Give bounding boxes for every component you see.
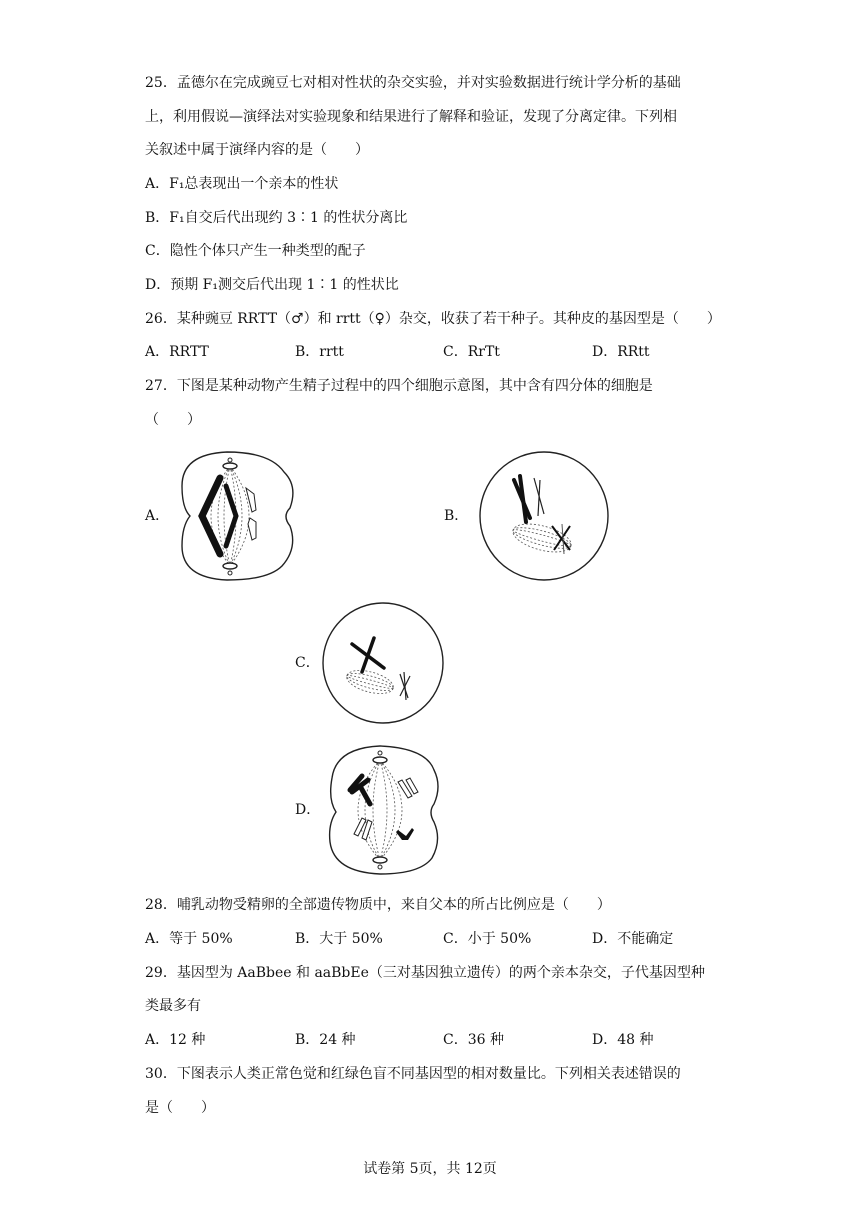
figure-c-label: C． (295, 655, 320, 671)
q30-stem-line-2: 是（ ） (145, 1100, 215, 1116)
q25-stem-line-3: 关叙述中属于演绎内容的是（ ） (145, 142, 369, 158)
q30-stem-line-1: 30．下图表示人类正常色觉和红绿色盲不同基因型的相对数量比。下列相关表述错误的 (145, 1066, 681, 1082)
q25-option-a: A．F₁总表现出一个亲本的性状 (145, 176, 339, 192)
q26-option-d: D．RRtt (592, 344, 650, 360)
q28-option-a: A．等于 50% (145, 931, 233, 947)
figure-d-cell-diagram (322, 742, 446, 878)
q29-option-a: A．12 种 (145, 1032, 206, 1048)
q28-option-d: D．不能确定 (592, 931, 674, 947)
q29-stem-line-2: 类最多有 (145, 998, 201, 1014)
q25-stem-line-1: 25．孟德尔在完成豌豆七对相对性状的杂交实验，并对实验数据进行统计学分析的基础 (145, 75, 681, 91)
figure-a-cell-diagram (172, 446, 302, 586)
figure-d-label: D． (295, 802, 321, 818)
figure-b-cell-diagram (478, 450, 610, 582)
q28-stem: 28．哺乳动物受精卵的全部遗传物质中，来自父本的所占比例应是（ ） (145, 897, 611, 913)
figure-c-cell-diagram (322, 602, 446, 724)
q26-option-a: A．RRTT (145, 344, 209, 360)
q25-option-c: C．隐性个体只产生一种类型的配子 (145, 243, 366, 259)
q28-option-b: B．大于 50% (295, 931, 383, 947)
q27-stem-line-2: （ ） (145, 412, 201, 428)
q26-option-c: C．RrTt (443, 344, 500, 360)
q26-stem: 26．某种豌豆 RRTT（♂）和 rrtt（♀）杂交，收获了若干种子。其种皮的基因型是（ ） (145, 311, 721, 327)
page-footer: 试卷第 5页，共 12页 (363, 1161, 497, 1177)
figure-b-label: B． (444, 508, 469, 524)
q29-option-b: B．24 种 (295, 1032, 356, 1048)
q29-stem-line-1: 29．基因型为 AaBbee 和 aaBbEe（三对基因独立遗传）的两个亲本杂交，子代基因型种 (145, 965, 705, 981)
q28-option-c: C．小于 50% (443, 931, 532, 947)
q25-option-b: B．F₁自交后代出现约 3∶1 的性状分离比 (145, 210, 408, 226)
q26-option-b: B．rrtt (295, 344, 344, 360)
figure-a-label: A． (145, 508, 170, 524)
q25-stem-line-2: 上，利用假说—演绎法对实验现象和结果进行了解释和验证，发现了分离定律。下列相 (145, 109, 677, 125)
q29-option-c: C．36 种 (443, 1032, 504, 1048)
q25-option-d: D．预期 F₁测交后代出现 1∶1 的性状比 (145, 277, 399, 293)
q27-stem-line-1: 27．下图是某种动物产生精子过程中的四个细胞示意图，其中含有四分体的细胞是 (145, 378, 653, 394)
q29-option-d: D．48 种 (592, 1032, 654, 1048)
